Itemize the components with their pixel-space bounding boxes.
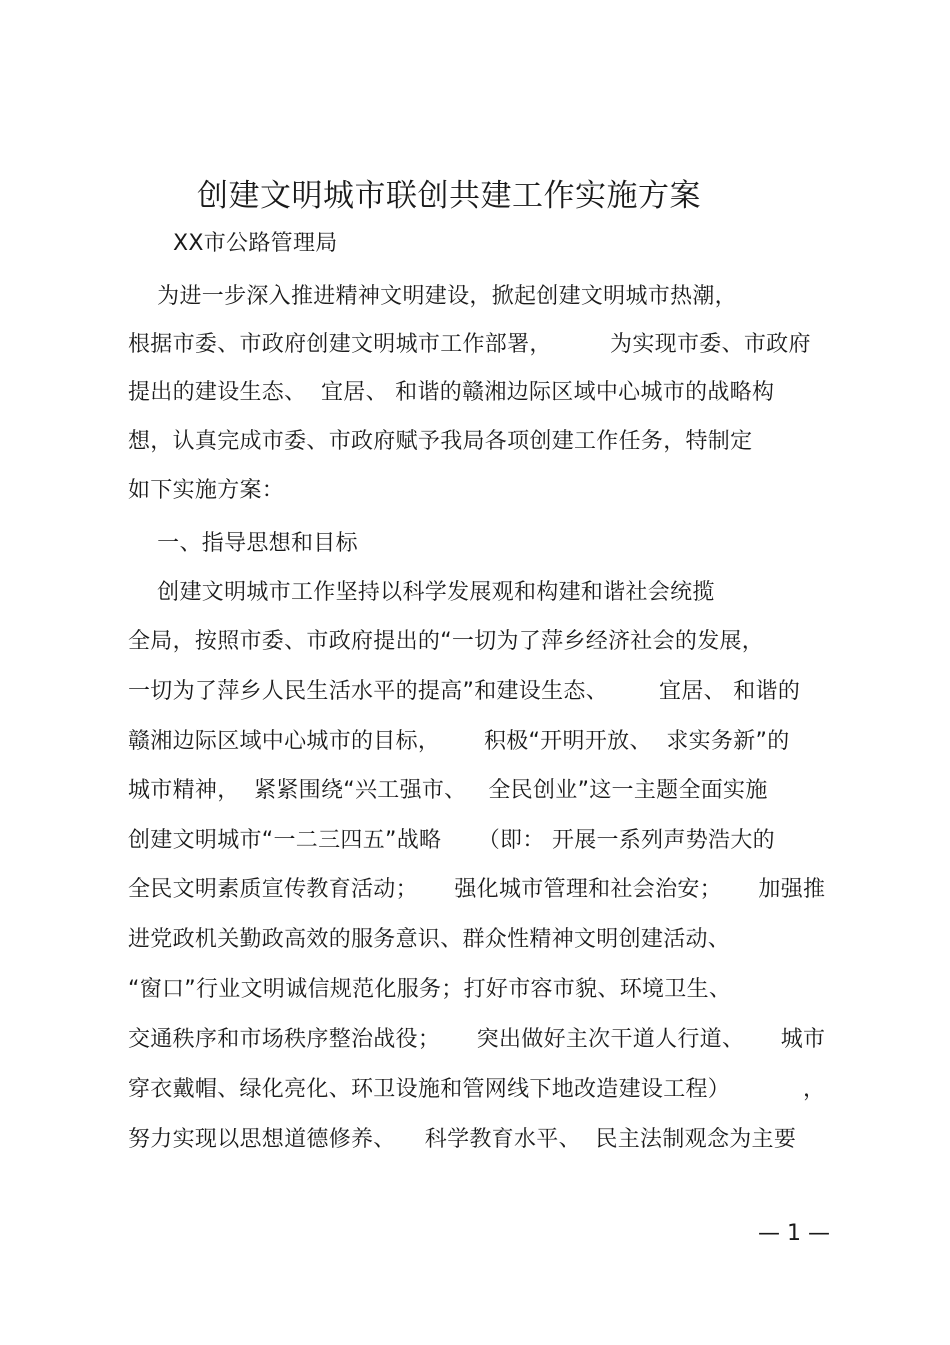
body-line: 赣湘边际区域中心城市的目标， 积极“开明开放、 求实务新”的: [128, 729, 790, 754]
page-number: — 1 —: [758, 1221, 830, 1246]
body-line: “窗口”行业文明诚信规范化服务；打好市容市貌、环境卫生、: [128, 977, 732, 1002]
body-line: 一切为了萍乡人民生活水平的提高”和建设生态、 宜居、 和谐的: [128, 679, 801, 704]
body-line: 根据市委、市政府创建文明城市工作部署， 为实现市委、市政府: [128, 332, 811, 357]
document-title: 创建文明城市联创共建工作实施方案: [197, 178, 701, 214]
body-line: 创建文明城市工作坚持以科学发展观和构建和谐社会统揽: [128, 580, 715, 605]
body-line: 想，认真完成市委、市政府赋予我局各项创建工作任务，特制定: [128, 429, 753, 454]
body-line: 进党政机关勤政高效的服务意识、群众性精神文明创建活动、: [128, 927, 731, 952]
body-line: 如下实施方案：: [128, 478, 285, 503]
document-author: XX市公路管理局: [173, 231, 338, 256]
body-line: 城市精神， 紧紧围绕“兴工强市、 全民创业”这一主题全面实施: [128, 778, 768, 803]
body-line: 提出的建设生态、 宜居、 和谐的赣湘边际区域中心城市的战略构: [128, 380, 775, 405]
body-line: 为进一步深入推进精神文明建设，掀起创建文明城市热潮，: [128, 284, 737, 309]
section-heading: 一、指导思想和目标: [128, 531, 358, 556]
body-line: 交通秩序和市场秩序整治战役； 突出做好主次干道人行道、 城市: [128, 1027, 826, 1052]
body-line: 全局，按照市委、市政府提出的“一切为了萍乡经济社会的发展，: [128, 629, 765, 654]
body-line: 努力实现以思想道德修养、 科学教育水平、 民主法制观念为主要: [128, 1127, 797, 1152]
body-line: 全民文明素质宣传教育活动； 强化城市管理和社会治安； 加强推: [128, 877, 826, 902]
body-line: 创建文明城市“一二三四五”战略 （即： 开展一系列声势浩大的: [128, 828, 775, 853]
body-line: 穿衣戴帽、绿化亮化、环卫设施和管网线下地改造建设工程） ，: [128, 1077, 826, 1102]
